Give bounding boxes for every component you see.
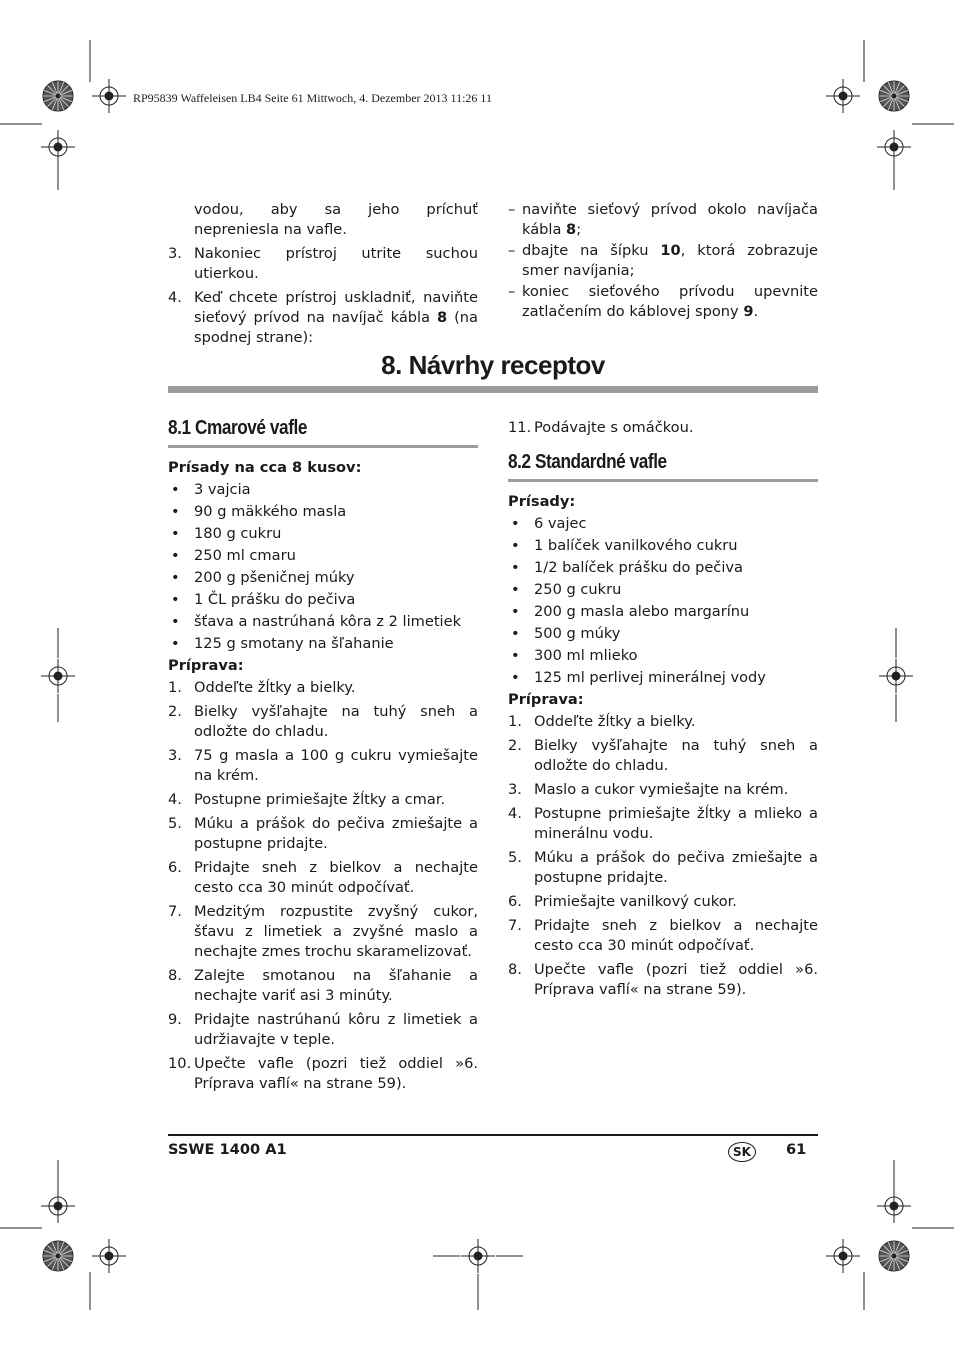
steps-label: Príprava: <box>508 690 584 708</box>
list-item: – dbajte na šípku 10, ktorá zobrazuje smer navíjania; <box>508 242 818 279</box>
recipe-1-column <box>168 418 478 1098</box>
list-item: 1. Oddeľte žĺtky a bielky. <box>508 712 696 730</box>
list-item: 5. Múku a prášok do pečiva zmiešajte a postupne pridajte. <box>508 848 818 886</box>
bullet-icon: • <box>171 568 180 586</box>
continuation-text: vodou, aby sa jeho príchuť nepreniesla na vafle. <box>194 201 478 238</box>
list-item: • šťava a nastrúhaná kôra z 2 limetiek <box>171 612 462 630</box>
page-number: 61 <box>786 1141 807 1158</box>
list-item: 4. Postupne primiešajte žĺtky a cmar. <box>168 790 446 808</box>
list-item: 11. Podávajte s omáčkou. <box>508 419 694 436</box>
list-item: • 90 g mäkkého masla <box>171 502 347 520</box>
list-item: – naviňte sieťový prívod okolo navíjača kábla 8; <box>508 201 818 238</box>
title-rule <box>168 386 818 393</box>
list-item: 1. Oddeľte žĺtky a bielky. <box>168 678 356 696</box>
steps-list <box>168 678 478 1094</box>
bullet-icon: • <box>171 502 180 520</box>
list-item: 6. Primiešajte vanilkový cukor. <box>508 892 737 910</box>
model-number: SSWE 1400 A1 <box>168 1141 287 1158</box>
bullet-icon: • <box>171 590 180 608</box>
list-item: 7. Medzitým rozpustite zvyšný cukor, šťavu z limetiek a zvyšné maslo a nechajte zmes trochu skaramelizovať. <box>168 902 478 960</box>
ingredients-label: Prísady: <box>508 492 576 510</box>
list-item: • 250 g cukru <box>511 580 622 598</box>
list-item: • 250 ml cmaru <box>171 546 296 564</box>
bullet-icon: • <box>511 624 520 642</box>
bullet-icon: • <box>171 546 180 564</box>
top-left-column <box>168 200 478 352</box>
list-item: 9. Pridajte nastrúhanú kôru z limetiek a udržiavajte v teple. <box>168 1010 478 1048</box>
bullet-icon: • <box>511 646 520 664</box>
recipe-1-heading: 8.1 Cmarové vafle <box>168 417 307 439</box>
bullet-icon: • <box>511 514 520 532</box>
top-right-column <box>508 200 818 323</box>
list-item: • 300 ml mlieko <box>511 646 638 664</box>
bullet-icon: • <box>171 612 180 630</box>
list-item: • 180 g cukru <box>171 524 282 542</box>
recipe-2-heading: 8.2 Standardné vafle <box>508 451 667 473</box>
list-item: 8. Upečte vafle (pozri tiež oddiel »6. Príprava vaflí« na strane 59). <box>508 960 818 998</box>
list-item: • 6 vajec <box>511 514 587 532</box>
list-item: 5. Múku a prášok do pečiva zmiešajte a postupne pridajte. <box>168 814 478 852</box>
list-item: 8. Zalejte smotanou na šľahanie a nechajte variť asi 3 minúty. <box>168 966 478 1004</box>
list-item: • 1 ČL prášku do pečiva <box>171 590 356 608</box>
list-item: • 500 g múky <box>511 624 621 642</box>
bullet-icon: • <box>171 634 180 652</box>
list-item: • 125 ml perlivej minerálnej vody <box>511 668 766 686</box>
bullet-icon: • <box>511 558 520 576</box>
heading-rule <box>168 445 478 448</box>
page-title: 8. Návrhy receptov <box>381 350 605 380</box>
bullet-icon: • <box>171 480 180 498</box>
ingredients-label: Prísady na cca 8 kusov: <box>168 458 362 476</box>
list-item: 4. Postupne primiešajte žĺtky a mlieko a minerálnu vodu. <box>508 804 818 842</box>
list-item: 2. Bielky vyšľahajte na tuhý sneh a odložte do chladu. <box>508 736 818 774</box>
list-item: • 200 g pšeničnej múky <box>171 568 355 586</box>
steps-list <box>508 712 818 1000</box>
list-item: • 1/2 balíček prášku do pečiva <box>511 558 743 576</box>
print-slug: RP95839 Waffeleisen LB4 Seite 61 Mittwoch, 4. Dezember 2013 11:26 11 <box>133 91 492 105</box>
footer-rule <box>168 1134 818 1136</box>
list-item: 3. Nakoniec prístroj utrite suchou utierkou. <box>168 245 478 282</box>
list-item: • 200 g masla alebo margarínu <box>511 602 750 620</box>
ingredients-list <box>508 514 818 688</box>
bullet-icon: • <box>511 536 520 554</box>
recipe-2-column <box>508 418 818 1004</box>
language-badge: SK <box>728 1142 756 1162</box>
list-item: • 3 vajcia <box>171 480 251 498</box>
list-item: • 125 g smotany na šľahanie <box>171 634 394 652</box>
list-item: • 1 balíček vanilkového cukru <box>511 536 738 554</box>
bullet-icon: • <box>511 668 520 686</box>
list-item: – koniec sieťového prívodu upevnite zatlačením do káblovej spony 9. <box>508 283 818 320</box>
steps-label: Príprava: <box>168 656 244 674</box>
list-item: 7. Pridajte sneh z bielkov a nechajte cesto cca 30 minút odpočívať. <box>508 916 818 954</box>
bullet-icon: • <box>511 580 520 598</box>
heading-rule <box>508 479 818 482</box>
list-item: 10. Upečte vafle (pozri tiež oddiel »6. Príprava vaflí« na strane 59). <box>168 1054 478 1092</box>
list-item: 2. Bielky vyšľahajte na tuhý sneh a odložte do chladu. <box>168 702 478 740</box>
ingredients-list <box>168 480 478 654</box>
list-item: 6. Pridajte sneh z bielkov a nechajte cesto cca 30 minút odpočívať. <box>168 858 478 896</box>
bullet-icon: • <box>171 524 180 542</box>
list-item: 3. 75 g masla a 100 g cukru vymiešajte na krém. <box>168 746 478 784</box>
list-item: 3. Maslo a cukor vymiešajte na krém. <box>508 780 789 798</box>
list-item: 4. Keď chcete prístroj uskladniť, naviňte sieťový prívod na navíjač kábla 8 (na spodnej strane): <box>168 289 478 346</box>
bullet-icon: • <box>511 602 520 620</box>
